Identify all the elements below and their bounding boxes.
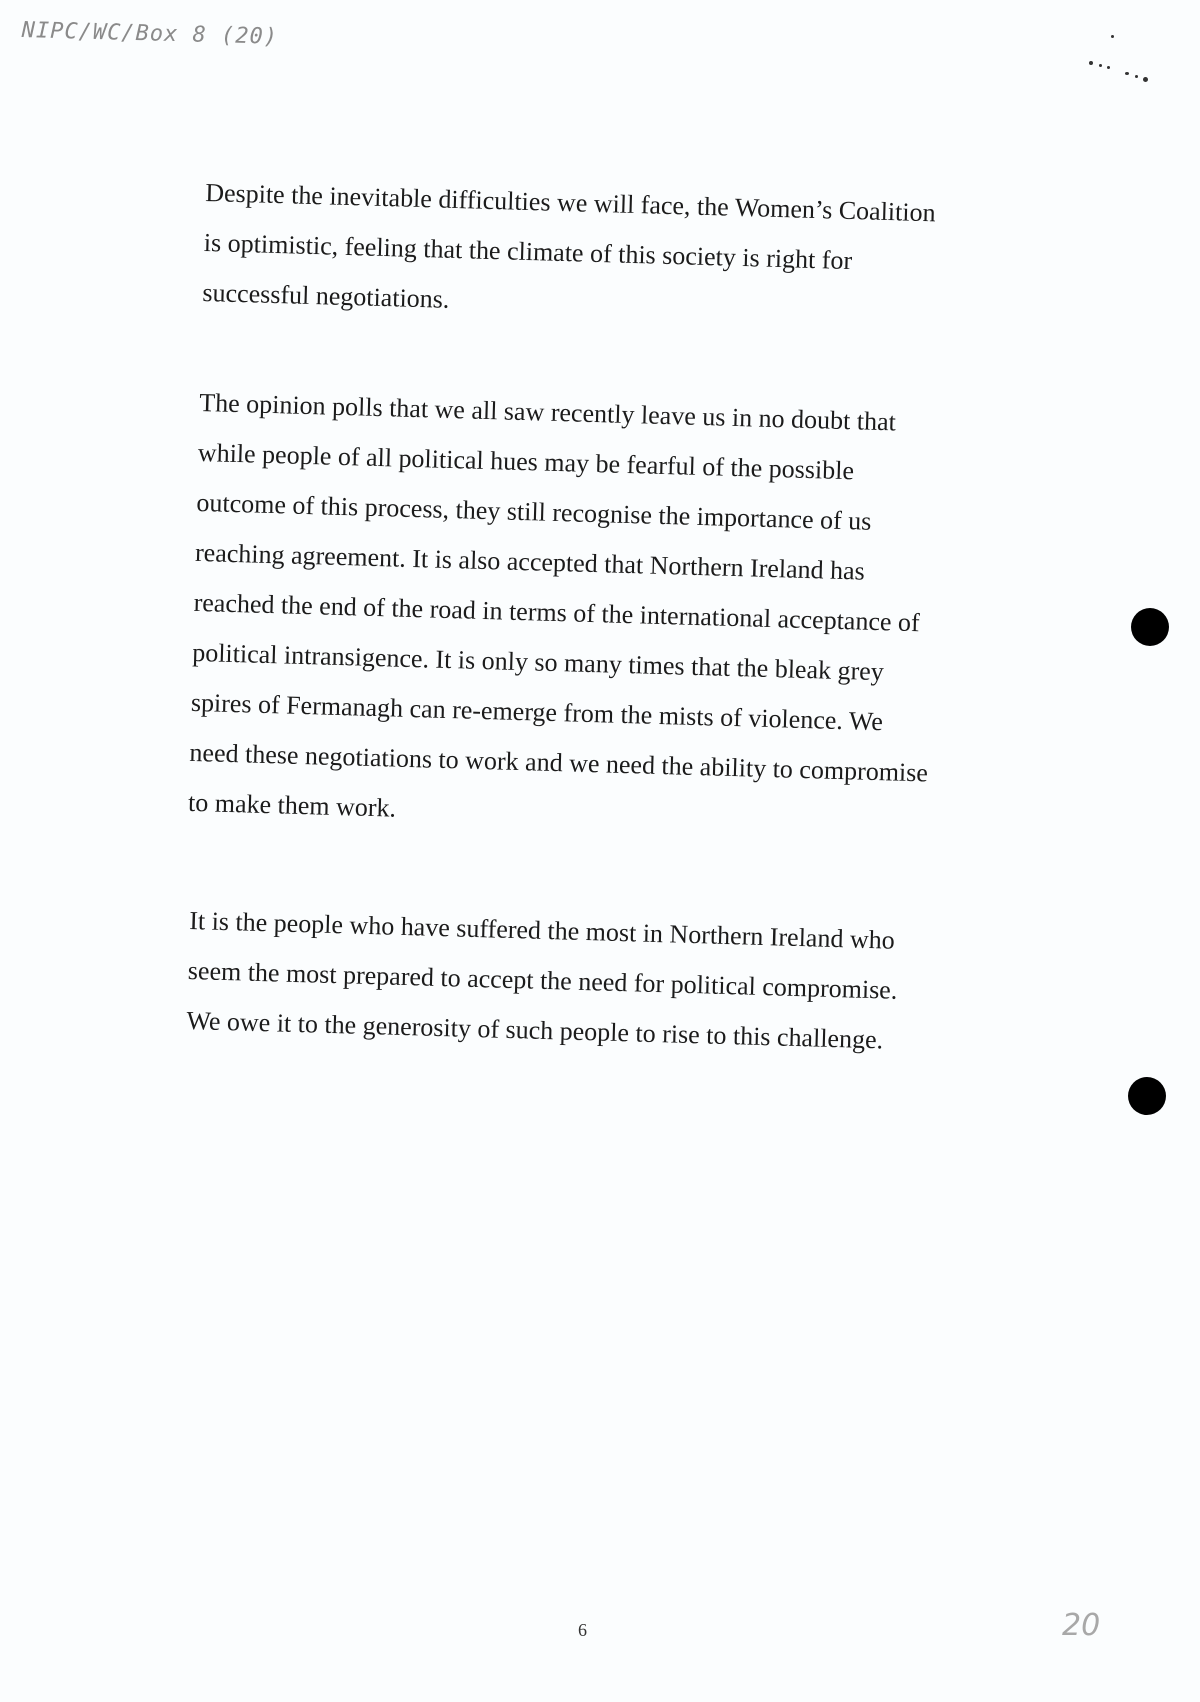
text-line: spires of Fermanagh can re-emerge from the mists of violence. We: [190, 687, 884, 737]
text-line: The opinion polls that we all saw recently leave us in no doubt that: [198, 387, 897, 437]
text-line: reached the end of the road in terms of the international acceptance of: [193, 587, 921, 638]
text-line: seem the most prepared to accept the need for political compromise.: [187, 955, 898, 1005]
text-line: to make them work.: [187, 787, 397, 823]
punch-hole-bottom: [1128, 1077, 1166, 1115]
text-line: successful negotiations.: [202, 277, 450, 314]
handwritten-reference-note: NIPC/WC/Box 8 (20): [21, 18, 279, 50]
scan-specks: [1085, 55, 1155, 95]
paragraph-optimism: [202, 168, 1056, 342]
handwritten-folio-number: 20: [1062, 1608, 1101, 1643]
text-line: while people of all political hues may be fearful of the possible: [197, 437, 855, 486]
page-number: 6: [578, 1620, 587, 1640]
paragraph-opinion-polls: [187, 378, 1049, 852]
punch-hole-top: [1131, 608, 1169, 646]
text-line: need these negotiations to work and we need the ability to compromise: [189, 737, 929, 788]
paragraph-people-suffered: [186, 896, 1040, 1070]
text-line: political intransigence. It is only so many times that the bleak grey: [191, 637, 885, 687]
text-line: outcome of this process, they still recognise the importance of us: [196, 487, 872, 536]
text-line: We owe it to the generosity of such people to rise to this challenge.: [186, 1005, 884, 1055]
text-line: is optimistic, feeling that the climate of this society is right for: [203, 227, 853, 276]
text-line: It is the people who have suffered the most in Northern Ireland who: [188, 905, 896, 955]
text-line: Despite the inevitable difficulties we will face, the Women’s Coalition: [204, 177, 936, 228]
text-line: reaching agreement. It is also accepted that Northern Ireland has: [194, 537, 866, 586]
